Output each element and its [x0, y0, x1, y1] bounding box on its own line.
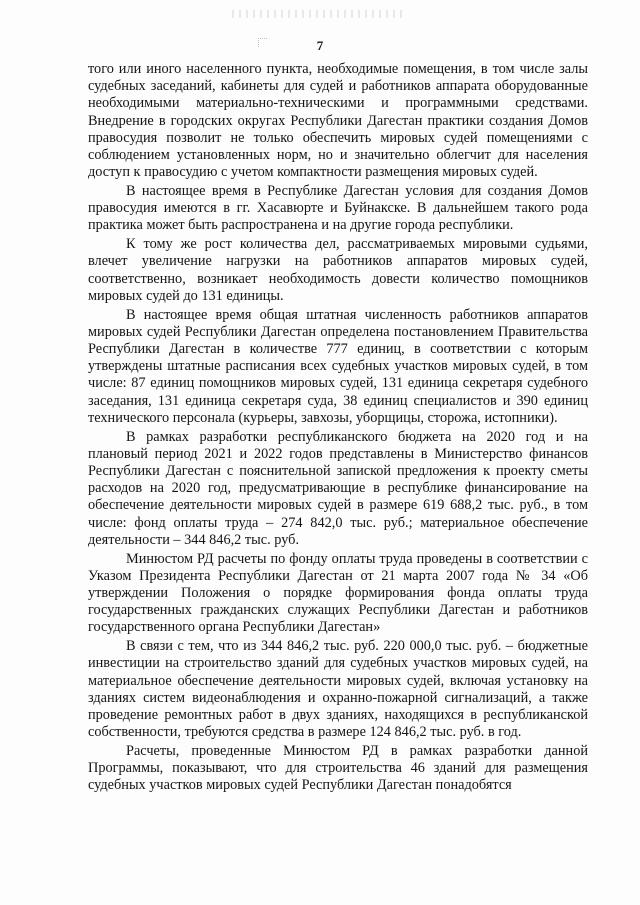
- scan-noise: [232, 10, 402, 18]
- paragraph: Минюстом РД расчеты по фонду оплаты труда проведены в соответствии с Указом Президента Республики Дагестан от 21 марта 2007 года № 34 «Об утверждении Положения о порядке формирования фонда оплаты труда государственных гражданских служащих Республики Дагестан и работников государственного органа Республики Дагестан»: [88, 550, 588, 636]
- page-number: 7: [316, 38, 324, 53]
- paragraph: В рамках разработки республиканского бюджета на 2020 год и на плановый период 2021 и 2022 годов представлены в Министерство финансов Республики Дагестан с пояснительной запиской предложения к проекту сметы расходов на 2020 год, предусматривающие в республике финансирование на обеспечение деятельности мировых судей в размере 619 688,2 тыс. руб., в том числе: фонд оплаты труда – 274 842,0 тыс. руб.; материальное обеспечение деятельности – 344 846,2 тыс. руб.: [88, 428, 588, 548]
- paragraph: того или иного населенного пункта, необходимые помещения, в том числе залы судебных заседаний, кабинеты для судей и работников аппарата оборудованные необходимыми материально-техническими и программными средствами. Внедрение в городских округах Республики Дагестан практики создания Домов правосудия позволит не только обеспечить мировых судей помещениями с соблюдением установленных норм, но и значительно облегчит для населения доступ к правосудию с учетом компактности размещения мировых судей.: [88, 61, 588, 181]
- paragraph: В настоящее время в Республике Дагестан условия для создания Домов правосудия имеются в гг. Хасавюрте и Буйнакске. В дальнейшем такого рода практика может быть распространена и на другие города республики.: [88, 183, 588, 234]
- paragraph: Расчеты, проведенные Минюстом РД в рамках разработки данной Программы, показывают, что для строительства 46 зданий для размещения судебных участков мировых судей Республики Дагестан понадобятся: [88, 743, 588, 794]
- paragraph: В связи с тем, что из 344 846,2 тыс. руб. 220 000,0 тыс. руб. – бюджетные инвестиции на строительство зданий для судебных участков мировых судей, на материальное обеспечение деятельности мировых судей, включая установку на зданиях систем видеонаблюдения и охранно-пожарной сигнализаций, а также проведение ремонтных работ в двух зданиях, находящихся в республиканской собственности, требуются средства в размере 124 846,2 тыс. руб. в год.: [88, 638, 588, 741]
- paragraph: К тому же рост количества дел, рассматриваемых мировыми судьями, влечет увеличение нагрузки на работников аппаратов мировых судей, соответственно, возникает необходимость довести количество помощников мировых судей до 131 единицы.: [88, 236, 588, 304]
- paragraph: В настоящее время общая штатная численность работников аппаратов мировых судей Республики Дагестан определена постановлением Правительства Республики Дагестан в количестве 777 единиц, в соответствии с которым утверждены штатные расписания всех судебных участков мировых судей, в том числе: 87 единиц помощников мировых судей, 131 единица секретаря судебного заседания, 131 единица секретаря суда, 38 единиц специалистов и 390 единиц технического персонала (курьеры, завхозы, уборщицы, сторожа, истопники).: [88, 306, 588, 426]
- document-body: [88, 61, 588, 796]
